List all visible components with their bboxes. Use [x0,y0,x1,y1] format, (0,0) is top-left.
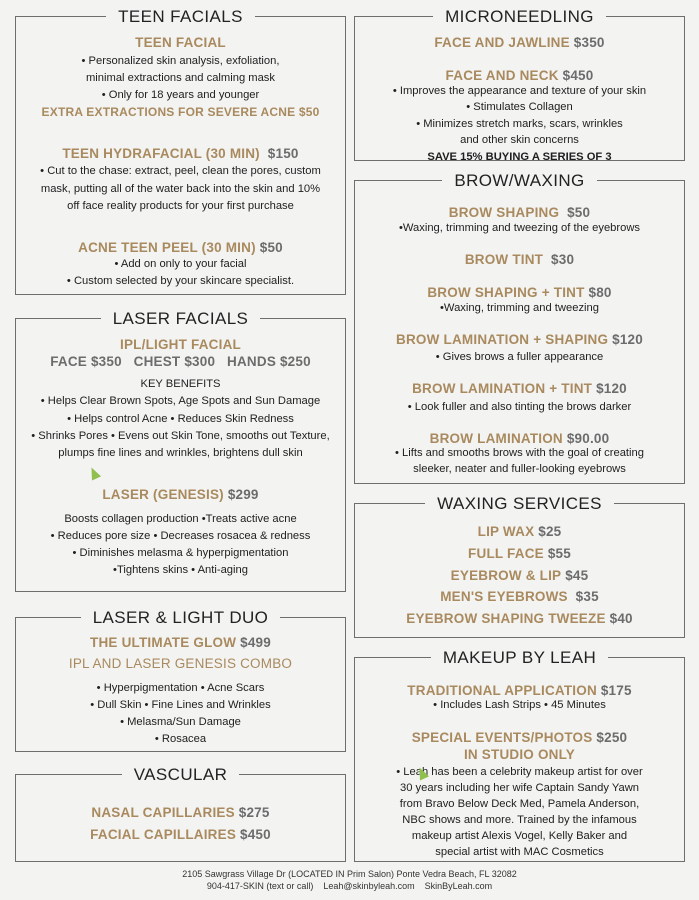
vascular-section [15,765,346,862]
waxing-item [355,589,684,604]
acne-teen-peel-price: $50 [259,240,283,255]
brow-lamination-tint-heading [355,381,684,396]
footer-address: 2105 Sawgrass Village Dr (LOCATED IN Prim Salon) Ponte Vedra Beach, FL 32082 [182,869,517,879]
waxing-item-price: $45 [565,568,589,583]
ipl-facial-prices: FACE $350 CHEST $300 HANDS $250 [50,354,311,369]
brow-lamination-price: $90.00 [566,431,610,446]
traditional-application-price: $175 [600,683,632,698]
waxing-item-name: EYEBROW & LIP [450,568,562,583]
extra-extractions: EXTRA EXTRACTIONS FOR SEVERE ACNE $50 [41,105,320,119]
facial-capillaries-name: FACIAL CAPILLAIRES [90,827,237,842]
laser-genesis-heading [16,487,345,502]
laser-facials-section [15,309,346,592]
microneedling-title: MICRONEEDLING [433,7,606,26]
brow-lamination-tint-name: BROW LAMINATION + TINT [412,381,593,396]
ipl-benefit-3: • Shrinks Pores • Evens out Skin Tone, smooths out Texture, [31,430,330,442]
teen-hydrafacial-name: TEEN HYDRAFACIAL (30 MIN) [62,146,260,161]
key-benefits-label: KEY BENEFITS [140,378,221,390]
laser-facials-title: LASER FACIALS [101,309,261,328]
waxing-item-price: $35 [575,589,599,604]
face-jawline-name: FACE AND JAWLINE [434,35,570,50]
brow-lamination-shaping-heading [355,332,684,347]
laser-light-duo-section [15,608,346,752]
special-events-price: $250 [596,730,628,745]
acne-teen-peel-heading [16,240,345,255]
genesis-benefit-1: Boosts collagen production •Treats active acne [64,513,297,525]
nasal-capillaries-name: NASAL CAPILLARIES [91,805,235,820]
facial-capillaries-price: $450 [239,827,271,842]
vascular-title: VASCULAR [122,765,240,784]
brow-shaping-tint-heading [355,285,684,300]
waxing-item-name: LIP WAX [477,524,535,539]
brow-tint-name: BROW TINT [464,252,544,267]
traditional-application-desc: • Includes Lash Strips • 45 Minutes [433,699,606,711]
brow-shaping-name: BROW SHAPING [448,205,560,220]
waxing-item-name: EYEBROW SHAPING TWEEZE [406,611,606,626]
waxing-item [355,611,684,626]
ipl-facial-name: IPL/LIGHT FACIAL [120,337,241,352]
brow-lamination-shaping-name: BROW LAMINATION + SHAPING [396,332,609,347]
duo-benefit-1: • Hyperpigmentation • Acne Scars [96,682,265,694]
facial-capillaries-heading [16,827,345,842]
ipl-benefit-4: plumps fine lines and wrinkles, brightens dull skin [58,447,303,459]
waxing-services-section [354,494,685,638]
special-events-name: SPECIAL EVENTS/PHOTOS [411,730,593,745]
laser-genesis-price: $299 [227,487,259,502]
brow-lamination-desc-2: sleeker, neater and fuller-looking eyebrows [413,463,626,475]
brow-shaping-price: $50 [567,205,591,220]
brow-shaping-tint-name: BROW SHAPING + TINT [427,285,585,300]
laser-light-duo-title: LASER & LIGHT DUO [81,608,281,627]
waxing-services-title: WAXING SERVICES [425,494,614,513]
traditional-application-name: TRADITIONAL APPLICATION [407,683,597,698]
face-jawline-heading [355,35,684,50]
teen-hydrafacial-desc-1: • Cut to the chase: extract, peel, clean the pores, custom [40,165,321,177]
face-neck-heading [355,68,684,83]
brow-lamination-name: BROW LAMINATION [429,431,563,446]
ipl-genesis-combo: IPL AND LASER GENESIS COMBO [68,656,293,671]
waxing-item-name: MEN'S EYEBROWS [440,589,568,604]
in-studio-only: IN STUDIO ONLY [463,747,576,762]
teen-hydrafacial-heading [16,146,345,161]
makeup-bio-5: makeup artist Alexis Vogel, Kelly Baker and [411,830,628,842]
microneedling-desc-4: and other skin concerns [460,134,579,146]
face-neck-name: FACE AND NECK [445,68,559,83]
footer-contact: 904-417-SKIN (text or call) Leah@skinbyleah.com SkinByLeah.com [206,881,493,891]
makeup-title: MAKEUP BY LEAH [431,648,608,667]
acne-teen-peel-desc-2: • Custom selected by your skincare specialist. [66,275,295,287]
makeup-bio-1: • Leah has been a celebrity makeup artist for over [396,766,643,778]
makeup-bio-4: NBC shows and more. Trained by the infamous [402,814,637,826]
makeup-bio-3: from Bravo Below Deck Med, Pamela Anderson, [399,798,640,810]
waxing-item [355,568,684,583]
duo-benefit-2: • Dull Skin • Fine Lines and Wrinkles [90,699,271,711]
teen-facial-desc-2: minimal extractions and calming mask [85,72,275,84]
microneedling-desc-3: • Minimizes stretch marks, scars, wrinkles [416,118,623,130]
brow-lamination-shaping-desc: • Gives brows a fuller appearance [435,351,604,363]
teen-facials-section [15,7,346,295]
waxing-item-price: $25 [538,524,562,539]
teen-facials-title: TEEN FACIALS [106,7,255,26]
brow-shaping-tint-desc: •Waxing, trimming and tweezing [440,302,599,314]
teen-facial-desc-1: • Personalized skin analysis, exfoliation, [81,55,280,67]
nasal-capillaries-heading [16,805,345,820]
genesis-benefit-2: • Reduces pore size • Decreases rosacea & redness [50,530,311,542]
duo-benefit-3: • Melasma/Sun Damage [120,716,241,728]
ultimate-glow-price: $499 [240,635,271,650]
ultimate-glow-heading [16,635,345,650]
waxing-item-price: $55 [547,546,571,561]
brow-shaping-heading [355,205,684,220]
waxing-item [355,546,684,561]
brow-waxing-section [354,171,685,484]
acne-teen-peel-desc-1: • Add on only to your facial [114,258,247,270]
brow-lamination-tint-price: $120 [596,381,627,396]
brow-shaping-desc: •Waxing, trimming and tweezing of the eyebrows [398,222,641,234]
brow-tint-price: $30 [551,252,575,267]
makeup-bio-6: special artist with MAC Cosmetics [435,846,604,858]
face-neck-price: $450 [562,68,594,83]
brow-lamination-heading [355,431,684,446]
ipl-benefit-2: • Helps control Acne • Reduces Skin Redness [67,413,294,425]
laser-genesis-name: LASER (GENESIS) [102,487,224,502]
microneedling-series: SAVE 15% BUYING A SERIES OF 3 [427,151,612,163]
ultimate-glow-name: THE ULTIMATE GLOW [90,635,237,650]
teen-facial-name: TEEN FACIAL [135,35,226,50]
teen-facial-desc-3: • Only for 18 years and younger [101,89,260,101]
brow-waxing-title: BROW/WAXING [442,171,596,190]
brow-shaping-tint-price: $80 [588,285,612,300]
teen-hydrafacial-desc-2: mask, putting all of the water back into the skin and 10% [40,183,321,195]
acne-teen-peel-name: ACNE TEEN PEEL (30 MIN) [78,240,256,255]
microneedling-desc-1: • Improves the appearance and texture of your skin [392,85,647,97]
special-events-heading [355,730,684,745]
brow-lamination-shaping-price: $120 [612,332,643,347]
teen-hydrafacial-price: $150 [267,146,299,161]
duo-benefit-4: • Rosacea [154,733,207,745]
makeup-bio-2: 30 years including her wife Captain Sandy Yawn [399,782,640,794]
microneedling-section [354,7,685,163]
brow-tint-heading [355,252,684,267]
traditional-application-heading [355,683,684,698]
nasal-capillaries-price: $275 [238,805,270,820]
ipl-benefit-1: • Helps Clear Brown Spots, Age Spots and Sun Damage [40,395,321,407]
genesis-benefit-3: • Diminishes melasma & hyperpigmentation [72,547,289,559]
waxing-item [355,524,684,539]
face-jawline-price: $350 [573,35,605,50]
microneedling-desc-2: • Stimulates Collagen [466,101,573,113]
waxing-item-name: FULL FACE [468,546,544,561]
makeup-section [354,648,685,862]
genesis-benefit-4: •Tightens skins • Anti-aging [113,564,248,576]
brow-lamination-desc-1: • Lifts and smooths brows with the goal of creating [395,447,644,459]
waxing-item-price: $40 [609,611,633,626]
teen-hydrafacial-desc-3: off face reality products for your first purchase [67,200,294,212]
brow-lamination-tint-desc: • Look fuller and also tinting the brows darker [407,401,632,413]
